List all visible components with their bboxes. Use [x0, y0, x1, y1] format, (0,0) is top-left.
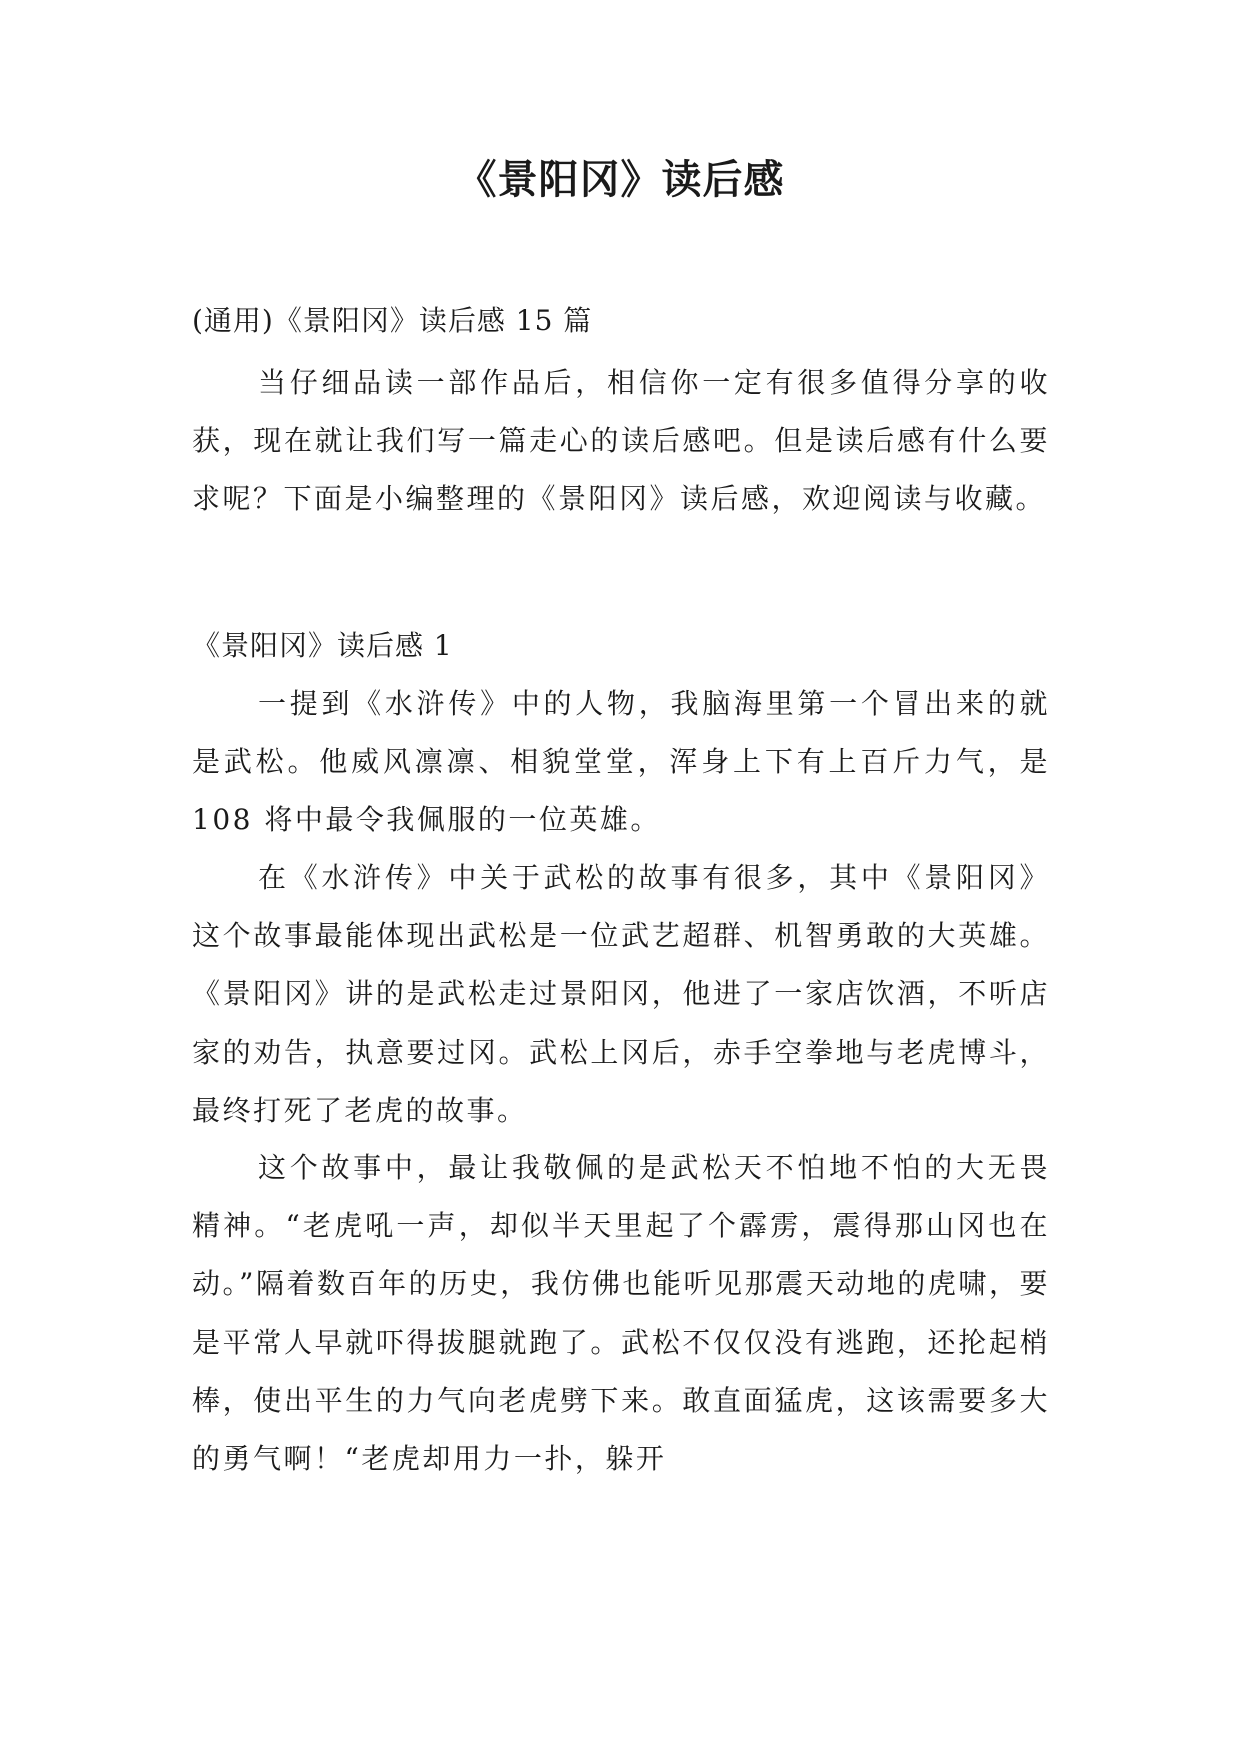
- document-subtitle: (通用)《景阳冈》读后感 15 篇: [192, 304, 593, 337]
- section-heading: 《景阳冈》读后感 1: [192, 629, 453, 662]
- body-paragraph: 一提到《水浒传》中的人物，我脑海里第一个冒出来的就是武松。他威风凛凛、相貌堂堂，浑身上下有上百斤力气，是 108 将中最令我佩服的一位英雄。: [192, 687, 1050, 837]
- document-title: 《景阳冈》读后感: [456, 157, 785, 203]
- body-paragraph: 这个故事中，最让我敬佩的是武松天不怕地不怕的大无畏精神。“老虎吼一声，却似半天里起了个霹雳，震得那山冈也在动。”隔着数百年的历史，我仿佛也能听见那震天动地的虎啸，要是平常人早就吓得拔腿就跑了。武松不仅仅没有逃跑，还抡起梢棒，使出平生的力气向老虎劈下来。敢直面猛虎，这该需要多大的勇气啊！“老虎却用力一扑，躲开: [192, 1151, 1050, 1476]
- body-paragraph: 在《水浒传》中关于武松的故事有很多，其中《景阳冈》这个故事最能体现出武松是一位武艺超群、机智勇敢的大英雄。《景阳冈》讲的是武松走过景阳冈，他进了一家店饮酒，不听店家的劝告，执意要过冈。武松上冈后，赤手空拳地与老虎博斗，最终打死了老虎的故事。: [192, 861, 1050, 1127]
- intro-paragraph: 当仔细品读一部作品后，相信你一定有很多值得分享的收获，现在就让我们写一篇走心的读后感吧。但是读后感有什么要求呢？下面是小编整理的《景阳冈》读后感，欢迎阅读与收藏。: [192, 366, 1050, 516]
